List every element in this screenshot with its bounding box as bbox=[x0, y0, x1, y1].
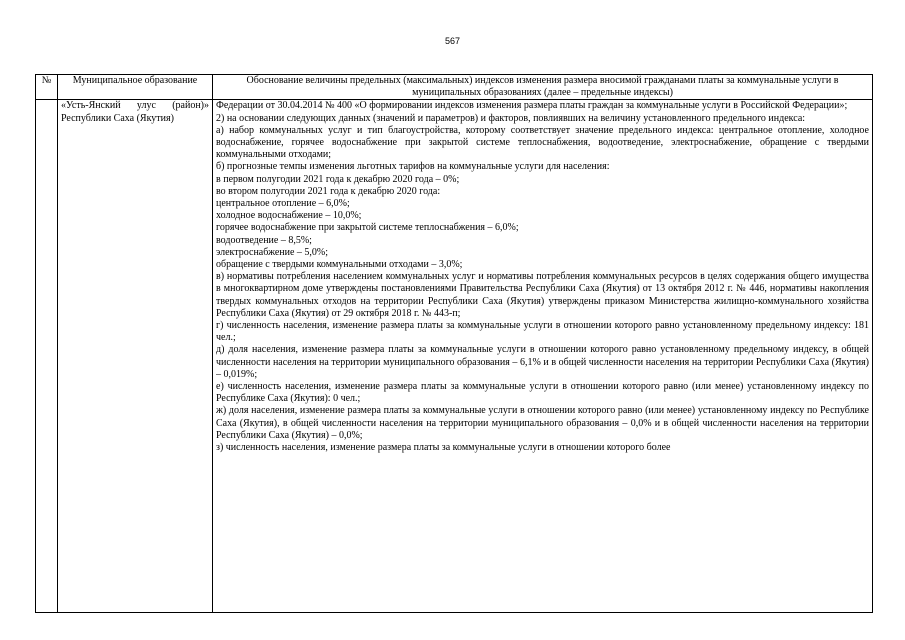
justification-text bbox=[216, 100, 869, 612]
table-row bbox=[36, 100, 873, 613]
justification-paragraph: Федерации от 30.04.2014 № 400 «О формировании индексов изменения размера платы граждан за коммунальные услуги в Российской Федерации»; bbox=[216, 100, 848, 112]
justification-paragraph: центральное отопление – 6,0%; bbox=[216, 198, 350, 210]
justification-paragraph: а) набор коммунальных услуг и тип благоустройства, которому соответствует значение предельного индекса: центральное отопление, холодное водоснабжение, горячее водоснабжение при закрытой системе теплоснабжения, водоотведение, электроснабжение, обращение с твердыми коммунальными отходами; bbox=[216, 124, 869, 161]
justification-paragraph: г) численность населения, изменение размера платы за коммунальные услуги в отношении которого равно установленному предельному индексу: 181 чел.; bbox=[216, 320, 869, 344]
justification-paragraph: холодное водоснабжение – 10,0%; bbox=[216, 210, 362, 222]
justification-paragraph: з) численность населения, изменение размера платы за коммунальные услуги в отношении которого более bbox=[216, 442, 671, 454]
row-municipality: «Усть-Янский улус (район)» Республики Саха (Якутия) bbox=[58, 100, 213, 613]
justification-paragraph: д) доля населения, изменение размера платы за коммунальные услуги в отношении которого равно установленному предельному индексу, в общей численности населения на территории муниципального образования – 6,1% и в общей численности населения на территории Республики Саха (Якутия) – 0,019%; bbox=[216, 344, 869, 380]
justification-paragraph: в первом полугодии 2021 года к декабрю 2020 года – 0%; bbox=[216, 173, 460, 185]
justification-paragraph: во втором полугодии 2021 года к декабрю 2020 года: bbox=[216, 185, 441, 197]
page-number: 567 bbox=[444, 36, 461, 46]
justification-paragraph: водоотведение – 8,5%; bbox=[216, 234, 312, 246]
header-municipality: Муниципальное образование bbox=[58, 75, 213, 100]
row-justification bbox=[213, 100, 873, 613]
header-justification: Обоснование величины предельных (максимальных) индексов изменения размера вносимой гражданами платы за коммунальные услуги в муниципальных образованиях (далее – предельные индексы) bbox=[213, 75, 873, 100]
justification-paragraph: обращение с твердыми коммунальными отходами – 3,0%; bbox=[216, 259, 463, 271]
justification-paragraph: ж) доля населения, изменение размера платы за коммунальные услуги в отношении которого равно (или менее) установленному индексу по Республике Саха (Якутия), в общей численности населения на территории муниципального образования – 0,0% и в общей численности населения на территории Республики Саха (Якутия) – 0,0%; bbox=[216, 405, 869, 441]
justification-paragraph: 2) на основании следующих данных (значений и параметров) и факторов, повлиявших на величину установленного предельного индекса: bbox=[216, 112, 806, 124]
justification-paragraph: в) нормативы потребления населением коммунальных услуг и нормативы потребления коммунальных ресурсов в целях содержания общего имущества в многоквартирном доме утверждены постановлениями Правительства Республики Саха (Якутия) от 13 октября 2012 г. № 446, нормативы накопления твердых коммунальных отходов на территории Республики Саха (Якутия) утверждены приказом Министерства жилищно-коммунального хозяйства Республики Саха (Якутия) от 29 октября 2018 г. № 443-п; bbox=[216, 271, 869, 319]
header-number: № bbox=[36, 75, 58, 100]
row-number bbox=[36, 100, 58, 613]
justification-paragraph: электроснабжение – 5,0%; bbox=[216, 246, 329, 258]
justification-paragraph: горячее водоснабжение при закрытой системе теплоснабжения – 6,0%; bbox=[216, 222, 519, 234]
justification-paragraph: б) прогнозные темпы изменения льготных тарифов на коммунальные услуги для населения: bbox=[216, 161, 610, 173]
indices-table bbox=[35, 74, 873, 613]
table-header-row bbox=[36, 75, 873, 100]
justification-paragraph: е) численность населения, изменение размера платы за коммунальные услуги в отношении которого равно (или менее) установленному индексу по Республике Саха (Якутия): 0 чел.; bbox=[216, 381, 869, 405]
